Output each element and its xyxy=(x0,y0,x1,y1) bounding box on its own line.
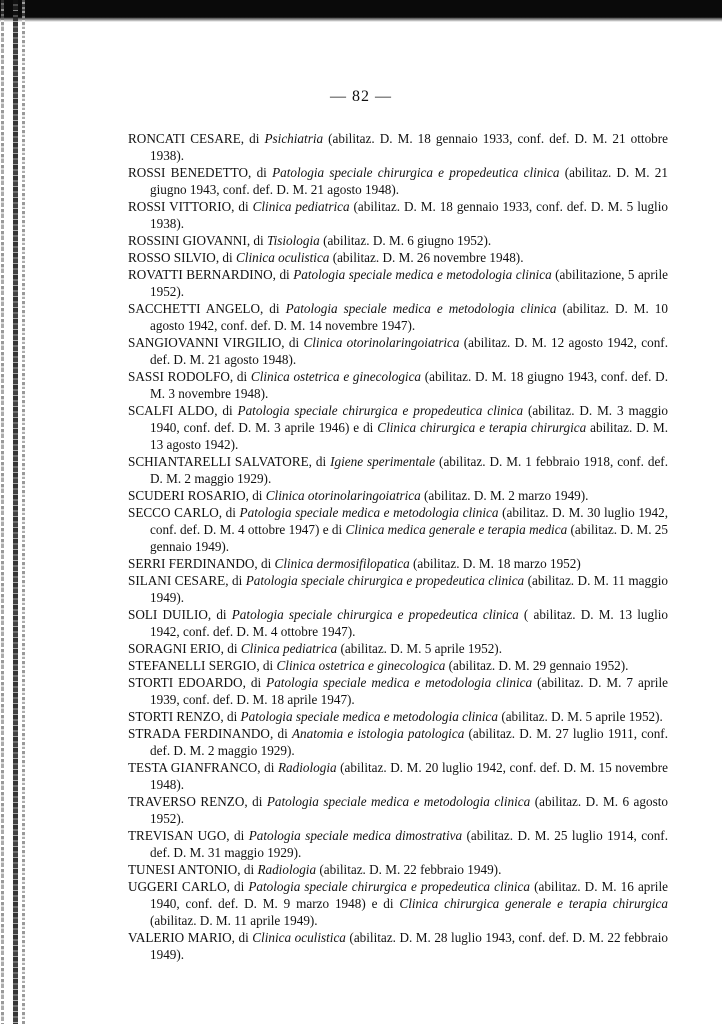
list-item xyxy=(128,130,668,164)
qualification-details: (abilitaz. D. M. 16 aprile 1940, conf. def. D. M. 9 marzo 1948) e di xyxy=(150,879,668,911)
list-item xyxy=(128,487,668,504)
connector-text: di xyxy=(284,335,304,350)
qualification-details: (abilitaz. D. M. 3 maggio 1940, conf. def. D. M. 3 aprile 1946) e di xyxy=(150,403,668,435)
qualification-details: (abilitazione, 5 aprile 1952). xyxy=(150,267,668,299)
discipline: Patologia speciale chirurgica e propedeutica clinica xyxy=(237,403,524,418)
discipline: Clinica ostetrica e ginecologica xyxy=(276,658,446,673)
docent-name: SACCHETTI ANGELO, xyxy=(128,301,264,316)
discipline: Anatomia e istologia patologica xyxy=(291,726,465,741)
discipline: Clinica oculistica xyxy=(252,930,346,945)
list-item xyxy=(128,504,668,555)
connector-text: di xyxy=(233,369,251,384)
discipline: Clinica ostetrica e ginecologica xyxy=(250,369,422,384)
list-item xyxy=(128,606,668,640)
scan-top-border xyxy=(0,0,722,18)
discipline: Radiologia xyxy=(257,862,317,877)
connector-text: di xyxy=(248,488,266,503)
qualification-details: (abilitaz. D. M. 18 gennaio 1933, conf. def. D. M. 5 luglio 1938). xyxy=(150,199,668,231)
docent-name: RONCATI CESARE, xyxy=(128,131,245,146)
docent-name: TESTA GIANFRANCO, xyxy=(128,760,261,775)
qualification-details: (abilitaz. D. M. 10 agosto 1942, conf. def. D. M. 14 novembre 1947). xyxy=(150,301,668,333)
qualification-details: (abilitaz. D. M. 1 febbraio 1918, conf. def. D. M. 2 maggio 1929). xyxy=(150,454,668,486)
connector-text: di xyxy=(257,556,275,571)
docent-name: STEFANELLI SERGIO, xyxy=(128,658,260,673)
second-discipline: Clinica medica generale e terapia medica xyxy=(345,522,568,537)
connector-text: di xyxy=(311,454,331,469)
discipline: Clinica otorinolaringoiatrica xyxy=(265,488,421,503)
qualification-details: (abilitaz. D. M. 20 luglio 1942, conf. def. D. M. 15 novembre 1948). xyxy=(150,760,668,792)
docent-name: UGGERI CARLO, xyxy=(128,879,230,894)
connector-text: di xyxy=(217,403,238,418)
discipline: Clinica dermosifilopatica xyxy=(274,556,410,571)
scan-binding-edge xyxy=(0,0,30,1024)
qualification-details: (abilitaz. D. M. 7 aprile 1939, conf. def. D. M. 18 aprile 1947). xyxy=(150,675,668,707)
qualification-details: (abilitaz. D. M. 29 gennaio 1952). xyxy=(445,658,629,673)
qualification-details: (abilitaz. D. M. 26 novembre 1948). xyxy=(329,250,524,265)
binding-line-main xyxy=(13,0,18,1024)
list-item xyxy=(128,266,668,300)
qualification-details: (abilitaz. D. M. 30 luglio 1942, conf. def. D. M. 4 ottobre 1947) e di xyxy=(150,505,668,537)
docent-name: STRADA FERDINANDO, xyxy=(128,726,274,741)
discipline: Clinica oculistica xyxy=(235,250,330,265)
qualification-details: (abilitaz. D. M. 28 luglio 1943, conf. def. D. M. 22 febbraio 1949). xyxy=(150,930,668,962)
connector-text: di xyxy=(275,267,294,282)
list-item xyxy=(128,657,668,674)
list-item xyxy=(128,572,668,606)
qualification-details: (abilitaz. D. M. 6 agosto 1952). xyxy=(150,794,668,826)
discipline: Radiologia xyxy=(277,760,337,775)
connector-text: di xyxy=(260,760,278,775)
connector-text: di xyxy=(234,199,253,214)
docent-name: SCALFI ALDO, xyxy=(128,403,218,418)
list-item xyxy=(128,827,668,861)
second-discipline: Clinica chirurgica generale e terapia chirurgica xyxy=(399,896,668,911)
qualification-details: (abilitaz. D. M. 6 giugno 1952). xyxy=(319,233,492,248)
binding-line-inner xyxy=(22,0,25,1024)
qualification-details: (abilitaz. D. M. 18 marzo 1952) xyxy=(409,556,581,571)
list-item xyxy=(128,300,668,334)
connector-text: di xyxy=(234,930,253,945)
qualification-details: (abilitaz. D. M. 11 maggio 1949). xyxy=(150,573,668,605)
docent-name: TRAVERSO RENZO, xyxy=(128,794,248,809)
docent-name: SCHIANTARELLI SALVATORE, xyxy=(128,454,312,469)
qualification-details: (abilitaz. D. M. 18 gennaio 1933, conf. def. D. M. 21 ottobre 1938). xyxy=(150,131,669,163)
qualification-details: (abilitaz. D. M. 27 luglio 1911, conf. def. D. M. 2 maggio 1929). xyxy=(150,726,668,758)
connector-text: di xyxy=(223,709,241,724)
docent-name: ROSSI BENEDETTO, xyxy=(128,165,252,180)
docent-name: ROSSO SILVIO, xyxy=(128,250,220,265)
connector-text: di xyxy=(229,828,249,843)
connector-text: di xyxy=(259,658,277,673)
docent-name: SCUDERI ROSARIO, xyxy=(128,488,249,503)
qualification-details: (abilitaz. D. M. 22 febbraio 1949). xyxy=(316,862,502,877)
list-item xyxy=(128,640,668,657)
binding-line-outer xyxy=(1,0,4,1024)
connector-text: di xyxy=(273,726,292,741)
qualification-details: (abilitaz. D. M. 21 giugno 1943, conf. def. D. M. 21 agosto 1948). xyxy=(150,165,668,197)
discipline: Patologia speciale chirurgica e propedeutica clinica xyxy=(248,879,530,894)
connector-text: di xyxy=(244,131,265,146)
qualification-details: (abilitaz. D. M. 12 agosto 1942, conf. def. D. M. 21 agosto 1948). xyxy=(150,335,668,367)
connector-text: di xyxy=(263,301,286,316)
connector-text: di xyxy=(240,862,258,877)
discipline: Tisiologia xyxy=(266,233,320,248)
discipline: Clinica otorinolaringoiatrica xyxy=(303,335,460,350)
connector-text: di xyxy=(222,505,240,520)
connector-text: di xyxy=(223,641,241,656)
list-item xyxy=(128,793,668,827)
list-item xyxy=(128,759,668,793)
list-item xyxy=(128,453,668,487)
docent-name: SORAGNI ERIO, xyxy=(128,641,224,656)
list-item xyxy=(128,368,668,402)
connector-text: di xyxy=(247,794,267,809)
discipline: Clinica pediatrica xyxy=(252,199,350,214)
qualification-details: (abilitaz. D. M. 5 aprile 1952). xyxy=(498,709,663,724)
list-item xyxy=(128,232,668,249)
connector-text: di xyxy=(229,879,249,894)
connector-text: di xyxy=(219,250,236,265)
docent-name: TUNESI ANTONIO, xyxy=(128,862,241,877)
second-qualification-details: (abilitaz. D. M. 25 gennaio 1949). xyxy=(150,522,668,554)
connector-text: di xyxy=(251,165,273,180)
qualification-details: (abilitaz. D. M. 5 aprile 1952). xyxy=(337,641,502,656)
discipline: Patologia speciale chirurgica e propedeutica clinica xyxy=(245,573,525,588)
list-item xyxy=(128,164,668,198)
discipline: Psichiatria xyxy=(264,131,324,146)
discipline: Igiene sperimentale xyxy=(330,454,436,469)
docent-name: SANGIOVANNI VIRGILIO, xyxy=(128,335,285,350)
list-item xyxy=(128,198,668,232)
qualification-details: ( abilitaz. D. M. 13 luglio 1942, conf. def. D. M. 4 ottobre 1947). xyxy=(150,607,668,639)
docent-name: ROSSI VITTORIO, xyxy=(128,199,235,214)
page-number: — 82 — xyxy=(330,88,392,105)
docent-name: ROSSINI GIOVANNI, xyxy=(128,233,251,248)
docent-name: TREVISAN UGO, xyxy=(128,828,230,843)
connector-text: di xyxy=(245,675,267,690)
docent-name: SOLI DUILIO, xyxy=(128,607,212,622)
connector-text: di xyxy=(211,607,232,622)
docent-name: ROVATTI BERNARDINO, xyxy=(128,267,276,282)
docent-list xyxy=(128,130,668,963)
list-item xyxy=(128,708,668,725)
discipline: Patologia speciale medica e metodologia clinica xyxy=(285,301,557,316)
docent-name: VALERIO MARIO, xyxy=(128,930,235,945)
list-item xyxy=(128,861,668,878)
docent-name: STORTI RENZO, xyxy=(128,709,224,724)
second-discipline: Clinica chirurgica e terapia chirurgica xyxy=(377,420,587,435)
docent-name: SECCO CARLO, xyxy=(128,505,223,520)
qualification-details: (abilitaz. D. M. 25 luglio 1914, conf. def. D. M. 31 maggio 1929). xyxy=(150,828,668,860)
second-qualification-details: (abilitaz. D. M. 11 aprile 1949). xyxy=(150,913,318,928)
list-item xyxy=(128,334,668,368)
discipline: Patologia speciale chirurgica e propedeutica clinica xyxy=(272,165,560,180)
list-item xyxy=(128,929,668,963)
discipline: Patologia speciale medica dimostrativa xyxy=(248,828,463,843)
docent-name: SERRI FERDINANDO, xyxy=(128,556,258,571)
docent-name: STORTI EDOARDO, xyxy=(128,675,246,690)
list-item xyxy=(128,402,668,453)
qualification-details: (abilitaz. D. M. 2 marzo 1949). xyxy=(420,488,589,503)
connector-text: di xyxy=(228,573,246,588)
list-item xyxy=(128,249,668,266)
second-qualification-details: abilitaz. D. M. 13 agosto 1942). xyxy=(150,420,668,452)
list-item xyxy=(128,878,668,929)
discipline: Patologia speciale medica e metodologia clinica xyxy=(293,267,552,282)
qualification-details: (abilitaz. D. M. 18 giugno 1943, conf. def. D. M. 3 novembre 1948). xyxy=(150,369,668,401)
docent-name: SASSI RODOLFO, xyxy=(128,369,234,384)
list-item xyxy=(128,555,668,572)
discipline: Patologia speciale medica e metodologia clinica xyxy=(240,709,499,724)
scan-top-border-shadow xyxy=(0,17,722,22)
discipline: Patologia speciale chirurgica e propedeutica clinica xyxy=(231,607,519,622)
list-item xyxy=(128,674,668,708)
discipline: Patologia speciale medica e metodologia clinica xyxy=(266,675,533,690)
list-item xyxy=(128,725,668,759)
discipline: Patologia speciale medica e metodologia clinica xyxy=(239,505,499,520)
connector-text: di xyxy=(250,233,267,248)
docent-name: SILANI CESARE, xyxy=(128,573,229,588)
discipline: Patologia speciale medica e metodologia clinica xyxy=(266,794,531,809)
discipline: Clinica pediatrica xyxy=(240,641,338,656)
